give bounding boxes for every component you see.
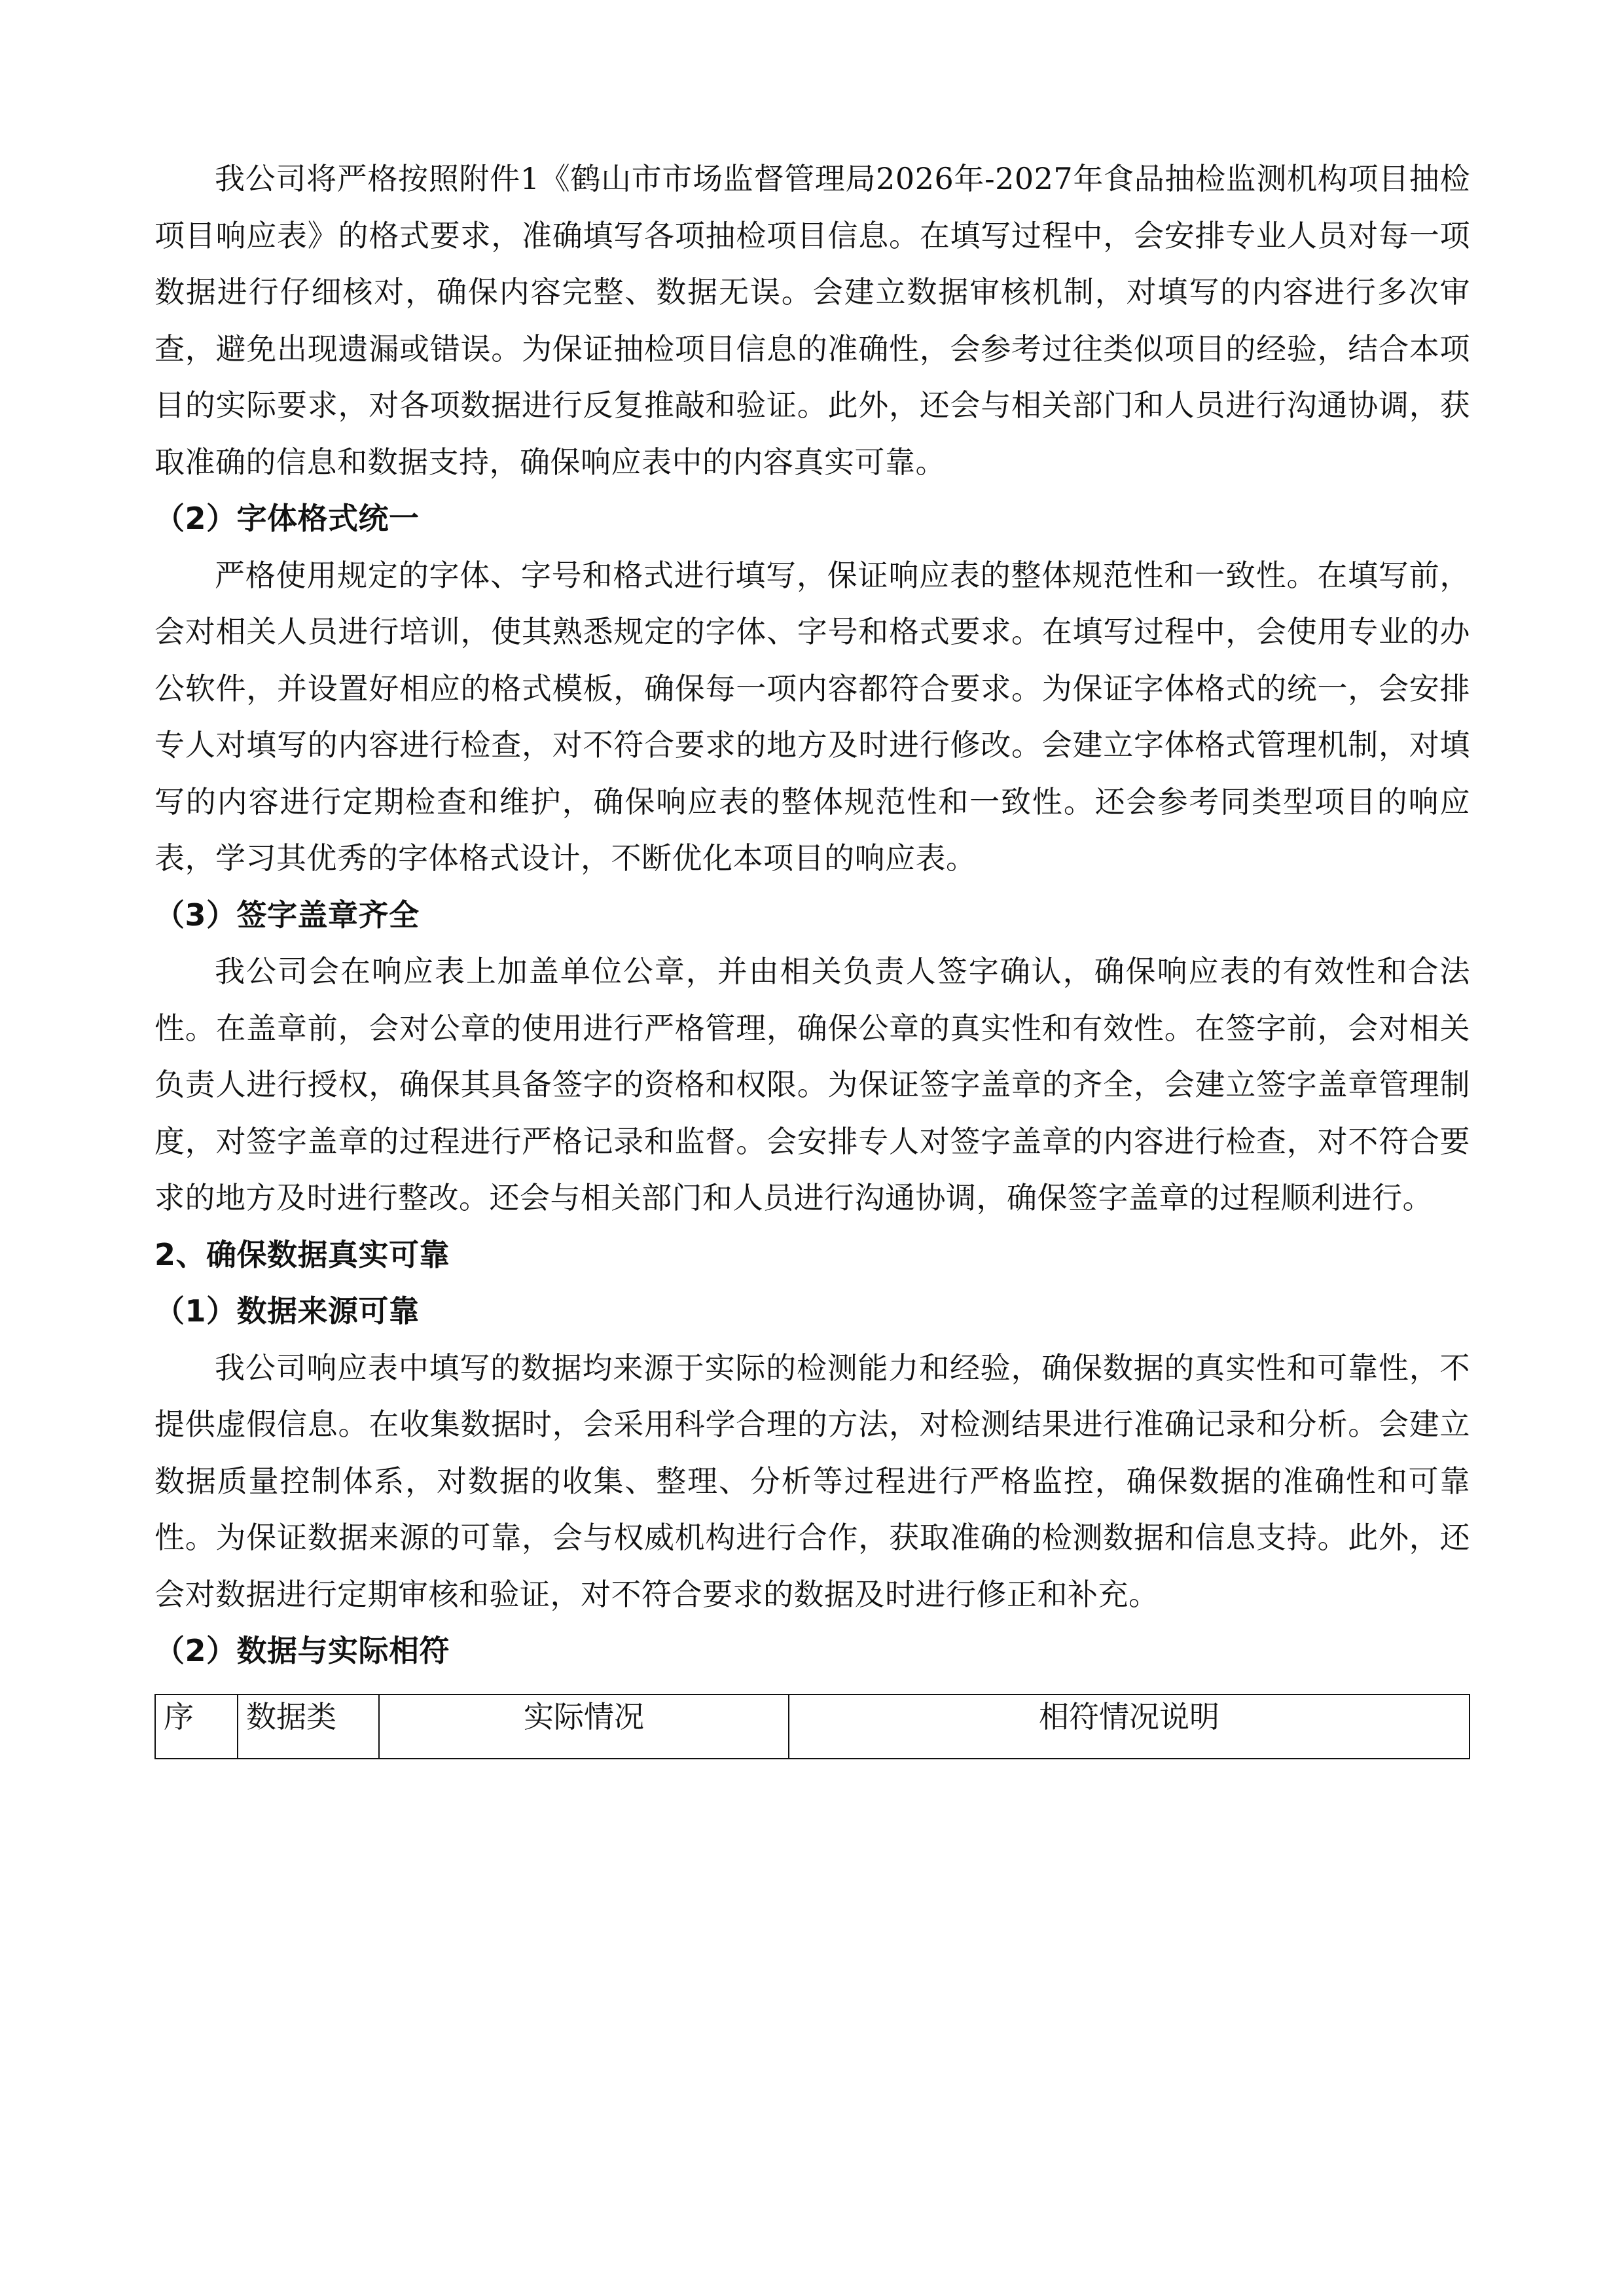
paragraph-response-form: 我公司将严格按照附件1《鹤山市市场监督管理局2026年-2027年食品抽检监测机构项目抽检项目响应表》的格式要求，准确填写各项抽检项目信息。在填写过程中，会安排专业人员对每一项数据进行仔细核对，确保内容完整、数据无误。会建立数据审核机制，对填写的内容进行多次审查，避免出现遗漏或错误。为保证抽检项目信息的准确性，会参考过往类似项目的经验，结合本项目的实际要求，对各项数据进行反复推敲和验证。此外，还会与相关部门和人员进行沟通协调，获取准确的信息和数据支持，确保响应表中的内容真实可靠。 xyxy=(154,161,1470,480)
document-body xyxy=(154,151,1470,1759)
paragraph-data-source: 我公司响应表中填写的数据均来源于实际的检测能力和经验，确保数据的真实性和可靠性，不提供虚假信息。在收集数据时，会采用科学合理的方法，对检测结果进行准确记录和分析。会建立数据质量控制体系，对数据的收集、整理、分析等过程进行严格监控，确保数据的准确性和可靠性。为保证数据来源的可靠，会与权威机构进行合作，获取准确的检测数据和信息支持。此外，还会对数据进行定期审核和验证，对不符合要求的数据及时进行修正和补充。 xyxy=(154,1350,1470,1612)
heading-data-source: （1）数据来源可靠 xyxy=(154,1293,420,1329)
table-header-row xyxy=(155,1695,1470,1759)
data-match-table-wrap xyxy=(154,1694,1470,1759)
table-header-data-type: 数据类 xyxy=(238,1695,379,1759)
paragraph-font-format: 严格使用规定的字体、字号和格式进行填写，保证响应表的整体规范性和一致性。在填写前，会对相关人员进行培训，使其熟悉规定的字体、字号和格式要求。在填写过程中，会使用专业的办公软件，并设置好相应的格式模板，确保每一项内容都符合要求。为保证字体格式的统一，会安排专人对填写的内容进行检查，对不符合要求的地方及时进行修改。会建立字体格式管理机制，对填写的内容进行定期检查和维护，确保响应表的整体规范性和一致性。还会参考同类型项目的响应表，学习其优秀的字体格式设计，不断优化本项目的响应表。 xyxy=(154,557,1470,876)
heading-font-format: （2）字体格式统一 xyxy=(154,501,420,536)
heading-section-data-reliable: 2、确保数据真实可靠 xyxy=(154,1236,450,1272)
table-header-description: 相符情况说明 xyxy=(789,1695,1470,1759)
data-match-table xyxy=(154,1694,1470,1759)
paragraph-signature-seal: 我公司会在响应表上加盖单位公章，并由相关负责人签字确认，确保响应表的有效性和合法性。在盖章前，会对公章的使用进行严格管理，确保公章的真实性和有效性。在签字前，会对相关负责人进行授权，确保其具备签字的资格和权限。为保证签字盖章的齐全，会建立签字盖章管理制度，对签字盖章的过程进行严格记录和监督。会安排专人对签字盖章的内容进行检查，对不符合要求的地方及时进行整改。还会与相关部门和人员进行沟通协调，确保签字盖章的过程顺利进行。 xyxy=(154,954,1470,1215)
table-header-actual: 实际情况 xyxy=(379,1695,789,1759)
heading-signature-seal: （3）签字盖章齐全 xyxy=(154,897,420,933)
table-header-no: 序 xyxy=(155,1695,238,1759)
heading-data-match: （2）数据与实际相符 xyxy=(154,1633,450,1668)
